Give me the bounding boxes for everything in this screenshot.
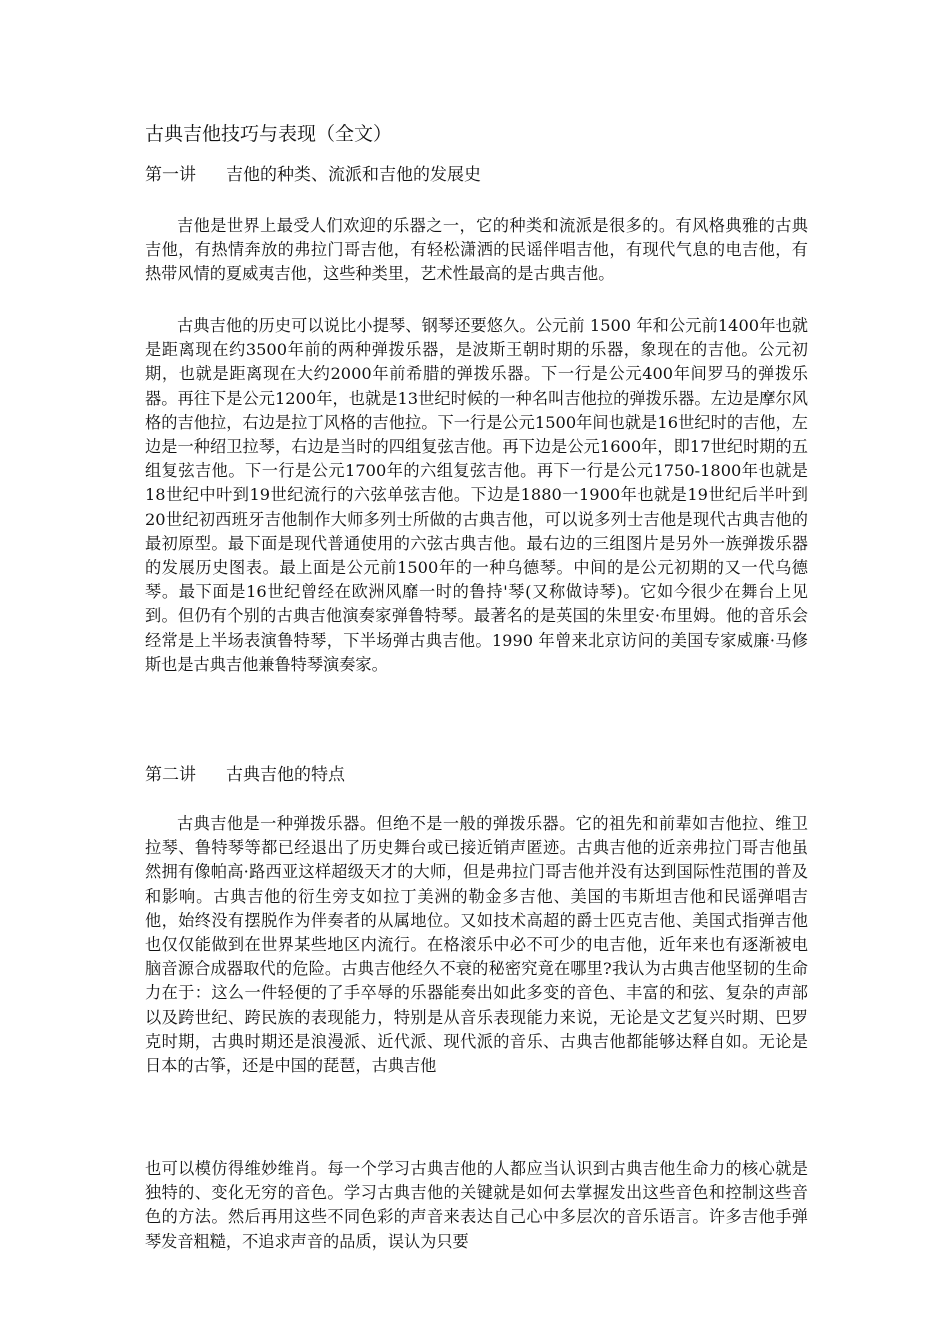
lecture-1-paragraph-2: 古典吉他的历史可以说比小提琴、钢琴还要悠久。公元前 1500 年和公元前1400年也就是距离现在约3500年前的两种弹拨乐器，是波斯王朝时期的乐器，象现在的吉他。公元初期，也就是距离现在大约2000年前希腊的弹拨乐器。下一行是公元400年间罗马的弹拨乐器。再往下是公元1200年，也就是13世纪时候的一种名叫吉他拉的弹拨乐器。左边是摩尔风格的吉他拉，右边是拉丁风格的吉他拉。下一行是公元1500年间也就是16世纪时的吉他，左边是一种绍卫拉琴，右边是当时的四组复弦吉他。再下边是公元1600年，即17世纪时期的五组复弦吉他。下一行是公元1700年的六组复弦吉他。再下一行是公元1750-1800年也就是18世纪中叶到19世纪流行的六弦单弦吉他。下边是1880一1900年也就是19世纪后半叶到20世纪初西班牙吉他制作大师多列士所做的古典吉他，可以说多列士吉他是现代古典吉他的最初原型。最下面是现代普通使用的六弦古典吉他。最右边的三组图片是另外一族弹拨乐器的发展历史图表。最上面是公元前1500年的一种乌德琴。中间的是公元初期的又一代乌德琴。最下面是16世纪曾经在欧洲风靡一时的鲁持'琴(又称做诗琴)。它如今很少在舞台上见到。但仍有个别的古典吉他演奏家弹鲁特琴。最著名的是英国的朱里安·布里姆。他的音乐会经常是上半场表演鲁特琴，下半场弹古典吉他。1990 年曾来北京访问的美国专家威廉·马修斯也是古典吉他兼鲁特琴演奏家。 — [145, 316, 808, 674]
lecture-2-paragraph-2: 也可以模仿得维妙维肖。每一个学习古典吉他的人都应当认识到古典吉他生命力的核心就是独特的、变化无穷的音色。学习古典吉他的关键就是如何去掌握发出这些音色和控制这些音色的方法。然后再用这些不同色彩的声音来表达自己心中多层次的音乐语言。许多吉他手弹琴发音粗糙，不追求声音的品质，误认为只要 — [145, 1159, 808, 1251]
document-title: 古典吉他技巧与表现（全文） — [145, 123, 393, 145]
lecture-1-paragraph-1: 吉他是世界上最受人们欢迎的乐器之一，它的种类和流派是很多的。有风格典雅的古典吉他，有热情奔放的弗拉门哥吉他，有轻松潇洒的民谣伴唱吉他，有现代气息的电吉他，有热带风情的夏威夷吉他，这些种类里，艺术性最高的是古典吉他。 — [145, 216, 808, 284]
lecture-2-heading — [145, 762, 805, 788]
lecture-2-number: 第二讲 — [145, 765, 196, 785]
lecture-1-title: 吉他的种类、流派和吉他的发展史 — [226, 165, 481, 185]
lecture-2-title: 古典吉他的特点 — [226, 765, 345, 785]
lecture-1-heading — [145, 162, 805, 188]
lecture-2-paragraph-1: 古典吉他是一种弹拨乐器。但绝不是一般的弹拨乐器。它的祖先和前辈如吉他拉、维卫拉琴、鲁特琴等都已经退出了历史舞台或已接近销声匿迹。古典吉他的近亲弗拉门哥吉他虽然拥有像帕高·路西亚这样超级天才的大师，但是弗拉门哥吉他并没有达到国际性范围的普及和影响。古典吉他的衍生旁支如拉丁美洲的勒金多吉他、美国的韦斯坦吉他和民谣弹唱吉他，始终没有摆脱作为伴奏者的从属地位。又如技术高超的爵士匹克吉他、美国式指弹吉他也仅仅能做到在世界某些地区内流行。在格滚乐中必不可少的电吉他，近年来也有逐渐被电脑音源合成器取代的危险。古典吉他经久不衰的秘密究竟在哪里?我认为古典吉他坚韧的生命力在于：这么一件轻便的了手卒辱的乐器能奏出如此多变的音色、丰富的和弦、复杂的声部以及跨世纪、跨民族的表现能力，特别是从音乐表现能力来说，无论是文艺复兴时期、巴罗克时期，古典时期还是浪漫派、近代派、现代派的音乐、古典吉他都能够达释自如。无论是日本的古筝，还是中国的琵琶，古典吉他 — [145, 814, 808, 1076]
lecture-1-number: 第一讲 — [145, 165, 196, 185]
